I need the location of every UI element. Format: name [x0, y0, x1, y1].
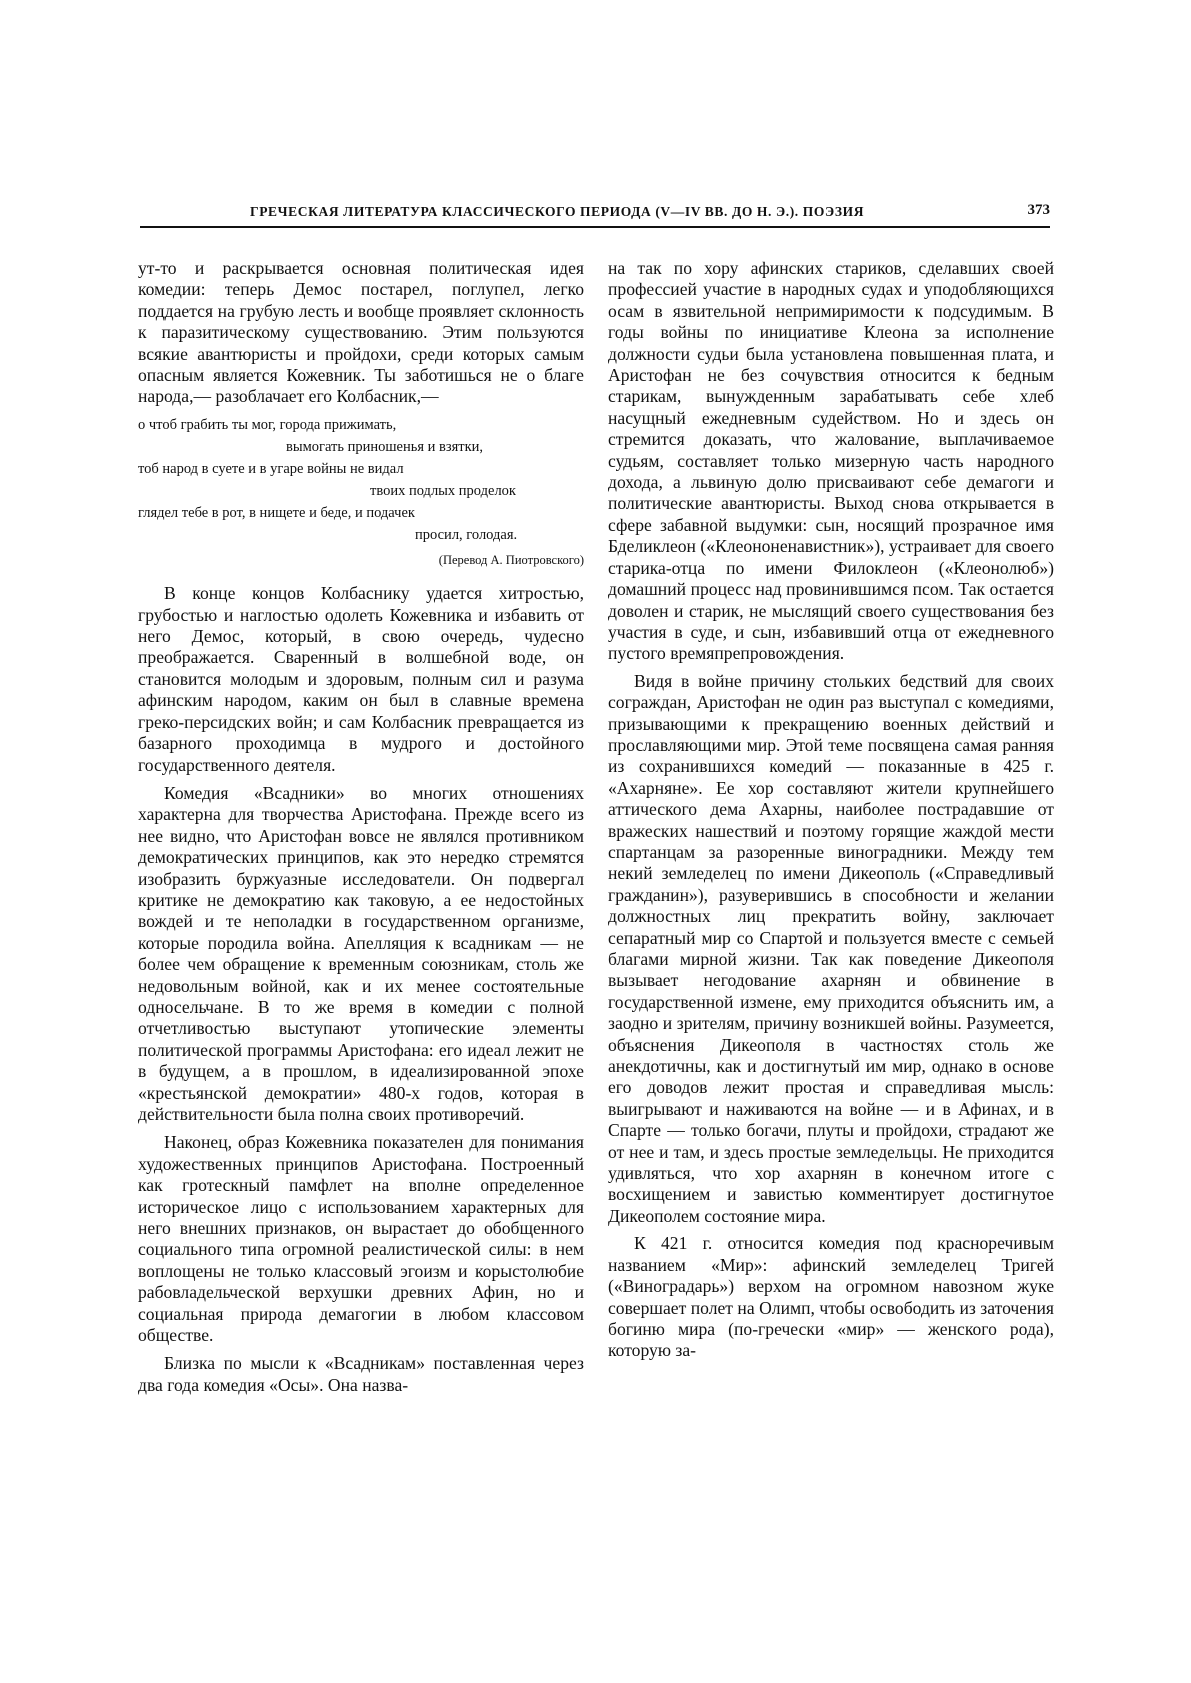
verse-line: просил, голодая.	[415, 526, 518, 543]
paragraph: ут-то и раскрывается основная политическая идея комедии: теперь Демос постарел, поглупел, легко поддается на грубую лесть и вообще проявляет склонность к паразитическому существованию. Этим пользуются всякие авантюристы и пройдохи, среди которых самым опасным является Кожевник. Ты заботишься не о благе народа,— разоблачает его Колбасник,—	[138, 258, 584, 407]
running-header-title: ГРЕЧЕСКАЯ ЛИТЕРАТУРА КЛАССИЧЕСКОГО ПЕРИОДА (V—IV ВВ. ДО Н. Э.). ПОЭЗИЯ	[250, 204, 865, 219]
paragraph: Комедия «Всадники» во многих отношениях характерна для творчества Аристофана. Прежде всего из нее видно, что Аристофан вовсе не являлся противником демократических принципов, как это нередко стремятся изобразить буржуазные исследователи. Он подвергал критике не демократию как таковую, а ее недостойных вождей и те неполадки в государственном организме, которые породила война. Апелляция к всадникам — не более чем обращение к временным союзникам, столь же недовольным войной, как и их менее состоятельные односельчане. В то же время в комедии с полной отчетливостью выступают утопические элементы политической программы Аристофана: его идеал лежит не в будущем, а в прошлом, в идеализированной эпохе «крестьянской демократии» 480-х годов, которая в действительности была полна своих противоречий.	[138, 782, 584, 1124]
paragraph: В конце концов Колбаснику удается хитростью, грубостью и наглостью одолеть Кожевника и избавить от него Демос, который, в свою очередь, чудесно преображается. Сваренный в волшебной воде, он становится молодым и здоровым, полным сил и разума афинским народом, каким он был в славные времена греко-персидских войн; и сам Колбасник превращается из базарного проходимца в мудрого и достойного государственного деятеля.	[138, 583, 584, 775]
paragraph: Видя в войне причину стольких бедствий для своих сограждан, Аристофан не один раз выступал с комедиями, призывающими к прекращению военных действий и прославляющими мир. Этой теме посвящена самая ранняя из сохранившихся комедий — показанные в 425 г. «Ахарняне». Ее хор составляют жители крупнейшего аттического дема Ахарны, наиболее пострадавшие от вражеских нашествий и поэтому горящие жаждой мести спартанцам за разоренные виноградники. Между тем некий земледелец по имени Дикеополь («Справедливый гражданин»), разуверившись в способности и желании должностных лиц прекратить войну, заключает сепаратный мир со Спартой и пользуется вместе с семьей благами мирной жизни. Так как поведение Дикеополя вызывает негодование ахарнян и обвинение в государственной измене, ему приходится объяснить им, а заодно и зрителям, причину возникшей войны. Разумеется, объяснения Дикеополя в частностях столь же анекдотичны, как и достигнутый им мир, однако в основе его доводов лежит простая и справедливая мысль: выигрывают и наживаются на войне — и в Афинах, и в Спарте — только богачи, плуты и пройдохи, страдают же от нее и там, и здесь простые земледельцы. Не приходится удивляться, что хор ахарнян в конечном итоге с восхищением и завистью комментирует достигнутое Дикеополем состояние мира.	[608, 670, 1054, 1226]
verse-line: тоб народ в суете и в угаре войны не видал	[138, 460, 404, 477]
verse-line: твоих подлых проделок	[370, 482, 516, 499]
verse-line: вымогать приношенья и взятки,	[286, 438, 484, 455]
paragraph: Близка по мысли к «Всадникам» поставленная через два года комедия «Осы». Она назва-	[138, 1353, 584, 1395]
translator-credit: (Перевод А. Пиотровского)	[438, 552, 584, 567]
paragraph: на так по хору афинских стариков, сделавших своей профессией участие в народных судах и уподобляющихся осам в язвительной непримиримости к подсудимым. В годы войны по инициативе Клеона за исполнение должности судьи была установлена повышенная плата, и Аристофан не без сочувствия относится к бедным старикам, вынужденным зарабатывать себе хлеб насущный ежедневным судейством. Но и здесь он стремится доказать, что жалование, выплачиваемое судьям, составляет только мизерную часть народного дохода, а львиную долю присваивают себе демагоги и политические авантюристы. Выход снова открывается в сфере забавной выдумки: сын, носящий прозрачное имя Бделиклеон («Клеононенавистник»), устраивает для своего старика-отца по имени Филоклеон («Клеонолюб») домашний процесс над провинившимся псом. Так остается доволен и старик, не мыслящий своего существования без участия в суде, и сын, избавивший отца от ежедневного пустого времяпрепровождения.	[608, 258, 1054, 664]
paragraph: Наконец, образ Кожевника показателен для понимания художественных принципов Аристофана. Построенный как гротескный памфлет на вполне определенное историческое лицо с использованием характерных для него внешних признаков, он вырастает до обобщенного социального типа огромной реалистической силы: в нем воплощены не только классовый эгоизм и корыстолюбие рабовладельческой верхушки древних Афин, но и социальная природа демагогии в любом классовом обществе.	[138, 1132, 584, 1346]
left-column	[138, 258, 584, 1396]
verse-line: о чтоб грабить ты мог, города прижимать,	[138, 416, 397, 433]
verse-line: глядел тебе в рот, в нищете и беде, и подачек	[138, 504, 415, 521]
verse-quote	[138, 414, 584, 546]
paragraph: К 421 г. относится комедия под красноречивым названием «Мир»: афинский земледелец Тригей («Виноградарь») верхом на огромном навозном жуке совершает полет на Олимп, чтобы освободить из заточения богиню мира (по-гречески «мир» — женского рода), которую за-	[608, 1233, 1054, 1361]
running-header	[140, 202, 1050, 228]
right-column	[608, 258, 1054, 1362]
page-number: 373	[1027, 202, 1050, 218]
